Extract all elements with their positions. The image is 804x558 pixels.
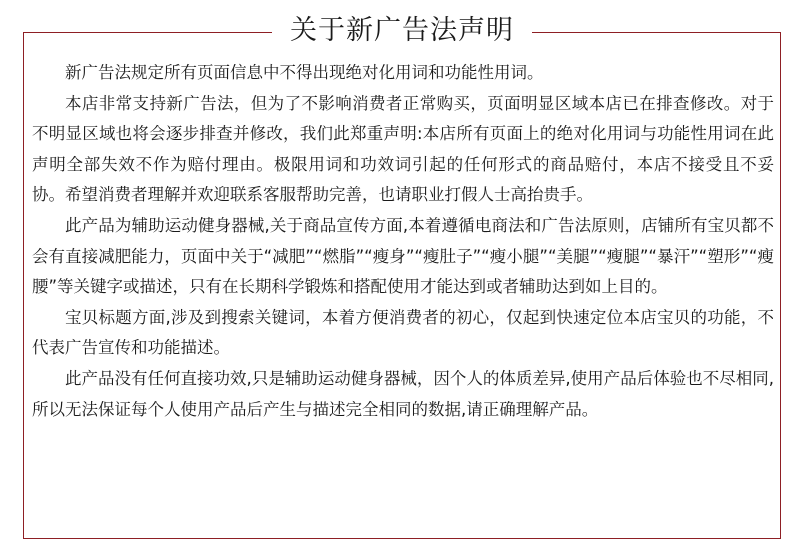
notice-paragraph-3: 此产品为辅助运动健身器械,关于商品宣传方面,本着遵循电商法和广告法原则，店铺所有宝贝都不会有直接减肥能力，页面中关于“减肥”“燃脂”“瘦身”“瘦肚子”“瘦小腿”“美腿”“瘦腿”“暴汗”“塑形”“瘦腰”等关键字或描述，只有在长期科学锻炼和搭配使用才能达到或者辅助达到如上目的。 [32,215,774,297]
notice-paragraph-4: 宝贝标题方面,涉及到搜索关键词，本着方便消费者的初心，仅起到快速定位本店宝贝的功能，不代表广告宣传和功能描述。 [32,307,774,358]
notice-title-wrap [0,14,804,48]
notice-paragraph-5: 此产品没有任何直接功效,只是辅助运动健身器械，因个人的体质差异,使用产品后体验也不尽相同,所以无法保证每个人使用产品后产生与描述完全相同的数据,请正确理解产品。 [32,368,774,419]
notice-paragraph-2: 本店非常支持新广告法，但为了不影响消费者正常购买，页面明显区域本店已在排查修改。对于不明显区域也将会逐步排查并修改，我们此郑重声明:本店所有页面上的绝对化用词与功能性用词在此声明全部失效不作为赔付理由。极限用词和功效词引起的任何形式的商品赔付，本店不接受且不妥协。希望消费者理解并欢迎联系客服帮助完善，也请职业打假人士高抬贵手。 [32,93,774,205]
notice-title: 关于新广告法声明 [272,14,532,48]
notice-paragraph-1: 新广告法规定所有页面信息中不得出现绝对化用词和功能性用词。 [65,63,544,82]
notice-body [32,58,774,425]
